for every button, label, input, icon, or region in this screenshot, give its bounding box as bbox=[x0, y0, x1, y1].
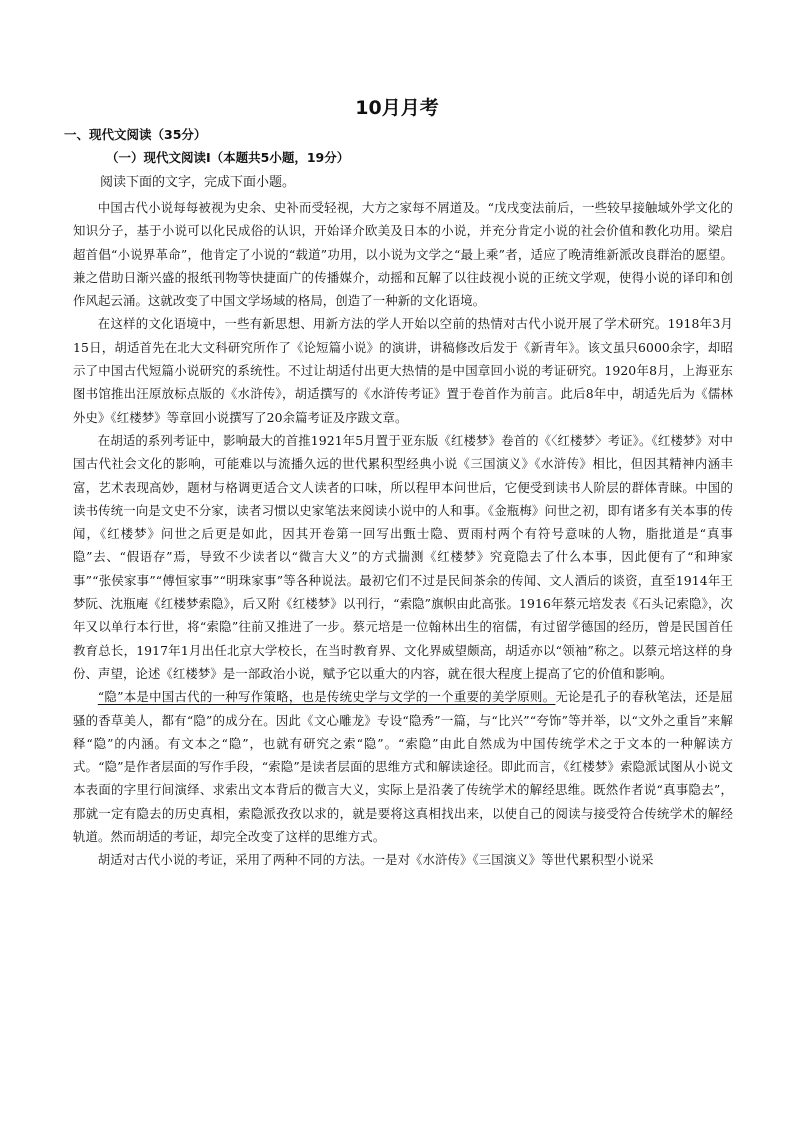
reading-instruction: 阅读下面的文字，完成下面小题。 bbox=[100, 175, 296, 190]
paragraph-4 bbox=[73, 685, 733, 848]
subsection-heading: （一）现代文阅读I（本题共5小题，19分） bbox=[106, 150, 350, 165]
section-heading: 一、现代文阅读（35分） bbox=[64, 127, 207, 142]
paragraph-3: 在胡适的系列考证中，影响最大的首推1921年5月置于亚东版《红楼梦》卷首的《〈红楼梦〉考证》。《红楼梦》对中国古代社会文化的影响，可能难以与流播久远的世代累积型经典小说《三国演义》《水浒传》相比，但因其精神内涵丰富，艺术表现高妙，题材与格调更适合文人读者的口味，所以程甲本问世后，它便受到读书人阶层的群体青睐。中国的读书传统一向是文史不分家，读者习惯以史家笔法来阅读小说中的人和事。《金瓶梅》问世之初，即有诸多有关本事的传闻，《红楼梦》问世之后更是如此，因其开卷第一回写出甄士隐、贾雨村两个有符号意味的人物，脂批道是“真事隐”去、“假语存”焉，导致不少读者以“微言大义”的方式揣测《红楼梦》究竟隐去了什么本事，因此便有了“和珅家事”“张侯家事”“傅恒家事”“明珠家事”等各种说法。最初它们不过是民间茶余的传闻、文人酒后的谈资，直至1914年王梦阮、沈瓶庵《红楼梦索隐》，后又附《红楼梦》以刊行，“索隐”旗帜由此高张。1916年蔡元培发表《石头记索隐》，次年又以单行本行世，将“索隐”往前又推进了一步。蔡元培是一位翰林出生的宿儒，有过留学德国的经历，曾是民国首任教育总长，1917年1月出任北京大学校长，在当时教育界、文化界威望颇高，胡适亦以“领袖”称之。以蔡元培这样的身份、声望，论述《红楼梦》是一部政治小说，赋予它以重大的内容，就在很大程度上提高了它的价值和影响。 bbox=[73, 432, 733, 681]
page-title: 10月月考 bbox=[355, 97, 439, 119]
paragraph-2: 在这样的文化语境中，一些有新思想、用新方法的学人开始以空前的热情对古代小说开展了学术研究。1918年3月15日，胡适首先在北大文科研究所作了《论短篇小说》的演讲，讲稿修改后发于《新青年》。该文虽只6000余字，却昭示了中国古代短篇小说研究的系统性。不过让胡适付出更大热情的是中国章回小说的考证研究。1920年8月，上海亚东图书馆推出汪原放标点版的《水浒传》，胡适撰写的《水浒传考证》置于卷首作为前言。此后8年中，胡适先后为《儒林外史》《红楼梦》等章回小说撰写了20余篇考证及序跋文章。 bbox=[73, 316, 733, 425]
paragraph-1: 中国古代小说每每被视为史余、史补而受轻视，大方之家每不屑道及。“戊戌变法前后，一些较早接触域外学文化的知识分子，基于小说可以化民成俗的认识，开始译介欧美及日本的小说，并充分肯定小说的社会价值和教化功用。梁启超首倡“小说界革命”，他肯定了小说的“载道”功用，以小说为文学之“最上乘”者，适应了晚清维新派改良群治的愿望。兼之借助日渐兴盛的报纸刊物等快捷面广的传播媒介，动摇和瓦解了以往歧视小说的正统文学观，使得小说的译印和创作风起云涌。这就改变了中国文学场域的格局，创造了一种新的文化语境。 bbox=[73, 200, 733, 309]
paragraph-5: 胡适对古代小说的考证，采用了两种不同的方法。一是对《水浒传》《三国演义》等世代累积型小说采 bbox=[97, 852, 654, 868]
paragraph-4-rest: 无论是孔子的春秋笔法，还是屈骚的香草美人，都有“隐”的成分在。因此《文心雕龙》专设“隐秀”一篇，与“比兴”“夸饰”等并举，以“文外之重旨”来解释“隐”的内涵。有文本之“隐”，也就有研究之索“隐”。“索隐”由此自然成为中国传统学术之于文本的一种解读方式。“隐”是作者层面的写作手段，“索隐”是读者层面的思维方式和解读途径。即此而言，《红楼梦》索隐派试图从小说文本表面的字里行间演绎、求索出文本背后的微言大义，实际上是沿袭了传统学术的解经思维。既然作者说“真事隐去”，那就一定有隐去的历史真相，索隐派孜孜以求的，就是要将这真相找出来，以使自己的阅读与接受符合传统学术的解经轨道。然而胡适的考证，却完全改变了这样的思维方式。 bbox=[73, 689, 733, 845]
reading-passage bbox=[73, 196, 733, 872]
underlined-sentence: “隐”本是中国古代的一种写作策略，也是传统史学与文学的一个重要的美学原则。 bbox=[97, 689, 556, 705]
